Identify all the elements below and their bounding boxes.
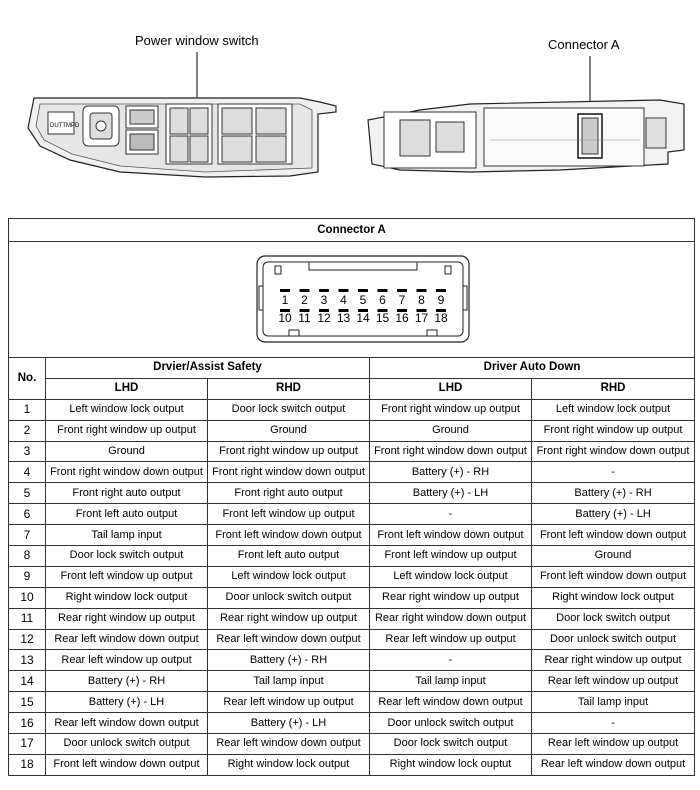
header-rhd-2: RHD	[532, 378, 695, 399]
pin-function-cell: Rear right window up output	[370, 587, 532, 608]
table-row	[9, 608, 695, 629]
pin-function-cell: Rear left window down output	[208, 629, 370, 650]
pin-function-cell: Rear right window up output	[46, 608, 208, 629]
pin-function-cell: Rear right window up output	[532, 650, 695, 671]
pin-function-cell: Front right window down output	[46, 462, 208, 483]
pin-function-cell: Front right auto output	[46, 483, 208, 504]
pin-function-cell: Rear left window up output	[532, 734, 695, 755]
pin-function-cell: Front right window down output	[370, 441, 532, 462]
pin-function-cell: Left window lock output	[370, 566, 532, 587]
pin-number: 13	[336, 311, 351, 325]
pin-no-cell: 1	[9, 399, 46, 420]
header-no: No.	[9, 358, 46, 400]
pin-number: 5	[359, 293, 367, 307]
pin-no-cell: 2	[9, 420, 46, 441]
pin-number: 15	[375, 311, 390, 325]
header-lhd-1: LHD	[46, 378, 208, 399]
table-row	[9, 462, 695, 483]
header-group-auto-down: Driver Auto Down	[370, 358, 695, 379]
pin-function-cell: Door unlock switch output	[46, 734, 208, 755]
pin-function-cell: -	[532, 462, 695, 483]
switch-rear-drawing	[368, 100, 684, 172]
pin-mark	[417, 289, 427, 292]
pin-function-cell: Front right auto output	[208, 483, 370, 504]
pin-no-cell: 4	[9, 462, 46, 483]
pin-mark	[280, 289, 290, 292]
pin-number: 7	[398, 293, 406, 307]
pin-function-cell: Ground	[46, 441, 208, 462]
pin-function-cell: Battery (+) - RH	[208, 650, 370, 671]
pin-function-cell: Front left auto output	[46, 504, 208, 525]
pin-mark	[300, 289, 310, 292]
pin-function-cell: Battery (+) - LH	[370, 483, 532, 504]
pin-function-cell: Door lock switch output	[208, 399, 370, 420]
pin-no-cell: 13	[9, 650, 46, 671]
table-row	[9, 713, 695, 734]
pin-function-cell: Rear left window up output	[208, 692, 370, 713]
pin-number: 18	[434, 311, 448, 325]
pin-function-cell: Battery (+) - LH	[208, 713, 370, 734]
pin-function-cell: Left window lock output	[208, 566, 370, 587]
pin-mark	[397, 289, 407, 292]
pin-number: 3	[320, 293, 328, 307]
pin-number: 16	[395, 311, 409, 325]
table-row	[9, 671, 695, 692]
pin-function-cell: Front left window down output	[532, 525, 695, 546]
table-row	[9, 650, 695, 671]
pin-function-cell: Right window lock output	[532, 587, 695, 608]
pin-function-cell: Right window lock ouptut	[370, 754, 532, 775]
pin-function-cell: Ground	[208, 420, 370, 441]
pin-no-cell: 16	[9, 713, 46, 734]
pin-function-cell: Front left window up output	[370, 546, 532, 567]
pin-number: 11	[298, 311, 311, 325]
pin-function-cell: Rear left window up output	[46, 650, 208, 671]
table-row	[9, 546, 695, 567]
pin-number: 4	[340, 293, 347, 307]
table-row	[9, 525, 695, 546]
power-window-switch-drawing	[28, 98, 336, 177]
connector-a-label: Connector A	[548, 37, 620, 52]
table-row	[9, 420, 695, 441]
pin-function-cell: Door lock switch output	[370, 734, 532, 755]
pin-function-cell: Battery (+) - RH	[532, 483, 695, 504]
pin-no-cell: 11	[9, 608, 46, 629]
pin-function-cell: Rear right window down output	[370, 608, 532, 629]
pin-mark	[358, 289, 368, 292]
pin-function-cell: Front left window down output	[532, 566, 695, 587]
switch-illustration	[0, 0, 700, 210]
pin-no-cell: 14	[9, 671, 46, 692]
pin-function-cell: Front left window down output	[208, 525, 370, 546]
pin-number: 17	[414, 311, 429, 325]
pin-no-cell: 15	[9, 692, 46, 713]
pin-function-cell: Tail lamp input	[370, 671, 532, 692]
pin-function-cell: Door unlock switch output	[208, 587, 370, 608]
pin-number: 9	[437, 293, 445, 307]
pin-function-cell: Door unlock switch output	[532, 629, 695, 650]
pin-function-cell: Rear left window up output	[370, 629, 532, 650]
table-row	[9, 692, 695, 713]
pin-function-cell: Door lock switch output	[532, 608, 695, 629]
pin-number: 2	[301, 293, 308, 307]
pin-function-cell: Rear left window down output	[46, 713, 208, 734]
table-row	[9, 483, 695, 504]
pin-function-cell: Rear left window up output	[532, 671, 695, 692]
connector-a-diagram	[9, 242, 695, 357]
header-rhd-1: RHD	[208, 378, 370, 399]
pin-function-cell: Front left window up output	[46, 566, 208, 587]
pin-function-cell: Tail lamp input	[208, 671, 370, 692]
header-group-assist-safety: Drvier/Assist Safety	[46, 358, 370, 379]
pin-function-cell: Rear left window down output	[532, 754, 695, 775]
pin-number: 6	[379, 293, 386, 307]
pin-no-cell: 17	[9, 734, 46, 755]
pin-number: 10	[278, 311, 292, 325]
pin-number: 8	[418, 293, 425, 307]
table-row	[9, 441, 695, 462]
pin-function-cell: Front right window up output	[370, 399, 532, 420]
pin-function-cell: Tail lamp input	[532, 692, 695, 713]
pin-function-cell: Front left window down output	[46, 754, 208, 775]
pin-function-cell: Rear left window down output	[208, 734, 370, 755]
pin-no-cell: 18	[9, 754, 46, 775]
table-row	[9, 629, 695, 650]
pin-function-cell: Rear left window down output	[370, 692, 532, 713]
pin-function-cell: Ground	[370, 420, 532, 441]
pin-function-cell: Tail lamp input	[46, 525, 208, 546]
table-row	[9, 504, 695, 525]
pin-function-cell: Front left window up output	[208, 504, 370, 525]
pin-mark	[378, 289, 388, 292]
pin-function-cell: Battery (+) - LH	[532, 504, 695, 525]
table-row	[9, 587, 695, 608]
pin-function-cell: Front right window down output	[532, 441, 695, 462]
power-window-switch-label: Power window switch	[135, 33, 259, 48]
pin-function-cell: Right window lock output	[46, 587, 208, 608]
pin-function-cell: -	[370, 504, 532, 525]
table-row	[9, 399, 695, 420]
pin-no-cell: 10	[9, 587, 46, 608]
pin-no-cell: 7	[9, 525, 46, 546]
pin-function-cell: Right window lock output	[208, 754, 370, 775]
pin-function-cell: Front left window down output	[370, 525, 532, 546]
pin-number: 1	[281, 293, 289, 307]
pin-function-cell: Rear right window up output	[208, 608, 370, 629]
table-row	[9, 566, 695, 587]
pin-function-cell: Battery (+) - RH	[46, 671, 208, 692]
svg-text:DUTTMPD: DUTTMPD	[50, 123, 80, 129]
pin-function-cell: Front right window up output	[532, 420, 695, 441]
pin-function-cell: -	[532, 713, 695, 734]
pin-function-cell: Left window lock output	[46, 399, 208, 420]
connector-a-table	[8, 218, 695, 776]
pin-number: 12	[317, 311, 331, 325]
pin-mark	[319, 289, 329, 292]
pin-function-cell: Door lock switch output	[46, 546, 208, 567]
pin-function-cell: Front right window up output	[208, 441, 370, 462]
table-title: Connector A	[9, 219, 695, 242]
pin-function-cell: Battery (+) - RH	[370, 462, 532, 483]
pin-function-cell: Ground	[532, 546, 695, 567]
pin-function-cell: Door unlock switch output	[370, 713, 532, 734]
pin-number: 14	[356, 311, 370, 325]
pin-function-cell: Battery (+) - LH	[46, 692, 208, 713]
pin-function-cell: Rear left window down output	[46, 629, 208, 650]
pin-function-cell: Left window lock output	[532, 399, 695, 420]
pin-no-cell: 12	[9, 629, 46, 650]
table-row	[9, 754, 695, 775]
pin-function-cell: Front right window up output	[46, 420, 208, 441]
pin-no-cell: 9	[9, 566, 46, 587]
pin-function-cell: Front right window down output	[208, 462, 370, 483]
pin-mark	[436, 289, 446, 292]
pin-mark	[339, 289, 349, 292]
pin-no-cell: 5	[9, 483, 46, 504]
table-row	[9, 734, 695, 755]
pin-function-cell: Front left auto output	[208, 546, 370, 567]
pin-no-cell: 8	[9, 546, 46, 567]
pin-function-cell: -	[370, 650, 532, 671]
pin-no-cell: 3	[9, 441, 46, 462]
header-lhd-2: LHD	[370, 378, 532, 399]
connector-diagram-cell	[9, 242, 695, 358]
pin-no-cell: 6	[9, 504, 46, 525]
